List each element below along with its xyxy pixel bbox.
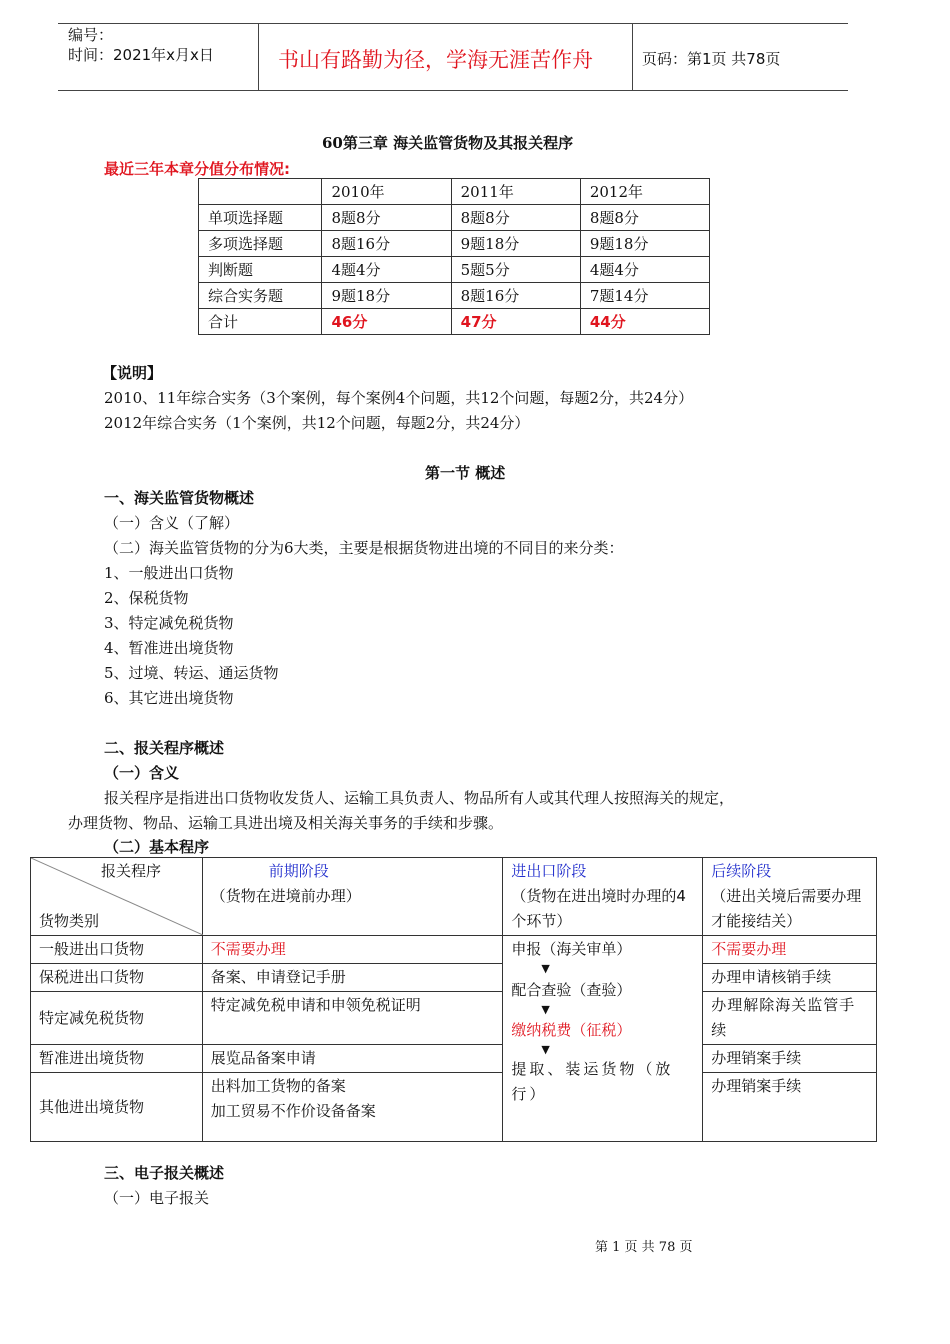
table-row — [199, 205, 710, 231]
score-header-cell — [199, 179, 322, 205]
pre-stage-line: 加工贸易不作价设备备案 — [210, 1102, 376, 1120]
header-number-label: 编号： — [68, 26, 114, 44]
pre-stage-cell: 展览品备案申请 — [202, 1045, 503, 1073]
table-row — [31, 1073, 877, 1142]
table-row — [31, 992, 877, 1045]
goods-category-cell: 一般进出口货物 — [31, 936, 203, 964]
score-cell: 多项选择题 — [199, 231, 322, 257]
score-total-value: 46分 — [322, 309, 451, 335]
score-cell: 9题18分 — [580, 231, 709, 257]
score-table — [198, 178, 710, 335]
score-cell: 9题18分 — [322, 283, 451, 309]
procedure-header-row — [31, 858, 877, 936]
header-divider-right — [632, 23, 633, 91]
section1-sub-2: （二）海关监管货物的分为6大类，主要是根据货物进出境的不同目的来分类： — [104, 539, 624, 557]
header-divider-left — [258, 23, 259, 91]
note-line-2: 2012年综合实务（1个案例，共12个问题，每题2分，共24分） — [104, 414, 530, 432]
list-item: 1、一般进出口货物 — [104, 564, 234, 582]
score-cell: 判断题 — [199, 257, 322, 283]
section1-heading-1: 一、海关监管货物概述 — [104, 489, 255, 507]
header-page-label: 页码：第1页 共78页 — [642, 50, 781, 68]
pre-stage-cell: 特定减免税申请和申领免税证明 — [202, 992, 503, 1045]
goods-category-cell: 暂准进出境货物 — [31, 1045, 203, 1073]
pre-stage-subtitle: （货物在进境前办理） — [210, 887, 361, 905]
header-bottom-rule — [58, 90, 848, 91]
score-total-value: 47分 — [451, 309, 580, 335]
section3-sub-1: （一）电子报关 — [104, 1189, 210, 1207]
page-footer: 第 1 页 共 78 页 — [595, 1240, 693, 1255]
down-arrow-icon: ▼ — [541, 1003, 550, 1016]
table-row — [199, 283, 710, 309]
entry-stage-header — [503, 858, 703, 936]
list-item: 5、过境、转运、通运货物 — [104, 664, 279, 682]
score-header-cell: 2010年 — [322, 179, 451, 205]
section1-heading-2-sub-1: （一）含义 — [104, 764, 180, 782]
flow-step-declare: 申报（海关审单） — [511, 940, 632, 958]
pre-stage-line: 出料加工货物的备案 — [210, 1077, 346, 1095]
corner-bottom-label: 货物类别 — [39, 912, 100, 930]
note-title: 【说明】 — [102, 364, 163, 382]
score-total-row — [199, 309, 710, 335]
post-stage-cell: 办理销案手续 — [703, 1073, 877, 1142]
post-stage-cell: 办理申请核销手续 — [703, 964, 877, 992]
score-total-value: 44分 — [580, 309, 709, 335]
score-cell: 8题8分 — [580, 205, 709, 231]
procedure-table — [30, 857, 877, 1142]
flow-step-inspect: 配合查验（查验） — [511, 981, 632, 999]
doc-title: 60第三章 海关监管货物及其报关程序 — [322, 134, 574, 152]
entry-stage-subtitle: （货物在进出境时办理的4个环节） — [511, 887, 686, 930]
score-header-cell: 2011年 — [451, 179, 580, 205]
list-item: 4、暂准进出境货物 — [104, 639, 234, 657]
definition-paragraph-line-2: 办理货物、物品、运输工具进出境及相关海关事务的手续和步骤。 — [68, 814, 504, 832]
pre-stage-cell — [202, 1073, 503, 1142]
score-cell: 5题5分 — [451, 257, 580, 283]
score-cell: 综合实务题 — [199, 283, 322, 309]
header-time-label: 时间：2021年x月x日 — [68, 46, 214, 64]
down-arrow-icon: ▼ — [541, 1043, 550, 1056]
section1-sub-1: （一）含义（了解） — [104, 514, 240, 532]
list-item: 6、其它进出境货物 — [104, 689, 234, 707]
list-item: 2、保税货物 — [104, 589, 189, 607]
score-cell: 8题8分 — [322, 205, 451, 231]
section1-heading-2-sub-2: （二）基本程序 — [104, 838, 210, 856]
post-stage-cell: 不需要办理 — [703, 936, 877, 964]
entry-stage-flow-cell — [503, 936, 703, 1142]
flow-step-tax: 缴纳税费（征税） — [511, 1021, 632, 1039]
entry-stage-title: 进出口阶段 — [511, 862, 587, 880]
flow-step-release: 提取、装运货物（放行） — [511, 1060, 674, 1103]
post-stage-title: 后续阶段 — [711, 862, 772, 880]
pre-stage-title: 前期阶段 — [268, 862, 329, 880]
section1-title: 第一节 概述 — [425, 464, 506, 482]
down-arrow-icon: ▼ — [541, 962, 550, 975]
post-stage-header — [703, 858, 877, 936]
corner-header-cell — [31, 858, 203, 936]
score-total-label: 合计 — [199, 309, 322, 335]
section3-title: 三、电子报关概述 — [104, 1164, 225, 1182]
score-section-title: 最近三年本章分值分布情况: — [104, 160, 290, 178]
table-row — [31, 1045, 877, 1073]
score-cell: 单项选择题 — [199, 205, 322, 231]
score-cell: 9题18分 — [451, 231, 580, 257]
score-cell: 4题4分 — [322, 257, 451, 283]
pre-stage-header — [202, 858, 503, 936]
score-cell: 8题8分 — [451, 205, 580, 231]
table-row — [31, 964, 877, 992]
table-row — [31, 936, 877, 964]
section1-heading-2: 二、报关程序概述 — [104, 739, 225, 757]
pre-stage-cell: 不需要办理 — [202, 936, 503, 964]
goods-category-cell: 特定减免税货物 — [31, 992, 203, 1045]
table-row — [199, 231, 710, 257]
list-item: 3、特定减免税货物 — [104, 614, 234, 632]
post-stage-subtitle: （进出关境后需要办理才能接结关） — [711, 887, 862, 930]
score-table-header-row — [199, 179, 710, 205]
goods-category-cell: 保税进出口货物 — [31, 964, 203, 992]
post-stage-cell: 办理销案手续 — [703, 1045, 877, 1073]
score-header-cell: 2012年 — [580, 179, 709, 205]
score-cell: 4题4分 — [580, 257, 709, 283]
score-cell: 8题16分 — [451, 283, 580, 309]
score-cell: 8题16分 — [322, 231, 451, 257]
note-line-1: 2010、11年综合实务（3个案例，每个案例4个问题，共12个问题，每题2分，共24分） — [104, 389, 694, 407]
corner-top-label: 报关程序 — [101, 862, 162, 880]
table-row — [199, 257, 710, 283]
post-stage-cell: 办理解除海关监管手续 — [703, 992, 877, 1045]
header-motto: 书山有路勤为径，学海无涯苦作舟 — [278, 48, 593, 72]
definition-paragraph-line-1: 报关程序是指进出口货物收发货人、运输工具负责人、物品所有人或其代理人按照海关的规定， — [104, 789, 735, 807]
header-top-rule — [58, 23, 848, 24]
pre-stage-cell: 备案、申请登记手册 — [202, 964, 503, 992]
score-cell: 7题14分 — [580, 283, 709, 309]
goods-category-cell: 其他进出境货物 — [31, 1073, 203, 1142]
